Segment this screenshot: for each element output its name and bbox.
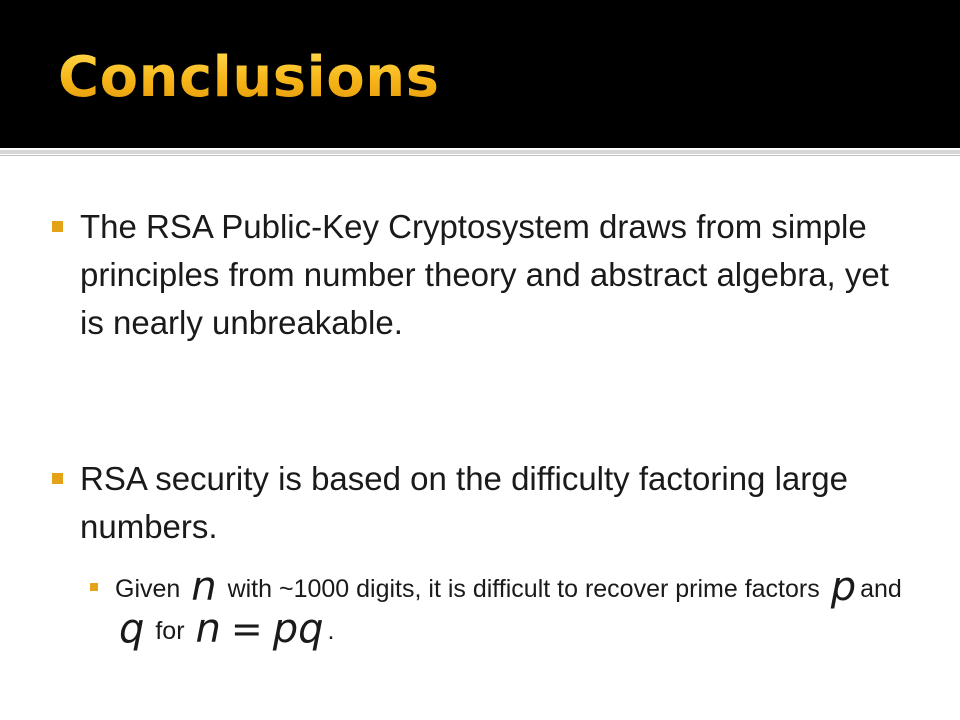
math-var-p: p [830,564,857,610]
sub-bullet-item [115,564,915,652]
sub-text-2: with ~1000 digits, it is difficult to recover prime factors [227,575,820,603]
sub-text-5: . [327,617,335,645]
bullet-item-2: RSA security is based on the difficulty factoring large numbers. [80,460,848,545]
title-divider [0,150,960,154]
title-divider-thin [0,155,960,156]
math-eq-sign: = [230,607,263,651]
math-var-n: n [191,564,217,610]
bullet-square-icon [52,473,63,484]
slide-title: Conclusions [58,45,440,110]
title-bar [0,0,960,148]
math-eq-lhs: n [195,606,221,652]
sub-text-3: and [860,575,902,603]
bullet-item-1: The RSA Public-Key Cryptosystem draws from simple principles from number theory and abstract algebra, yet is nearly unbreakable. [80,208,889,341]
math-var-q: q [119,606,145,652]
sub-text-4: for [155,617,185,645]
bullet-square-icon [52,221,63,232]
sub-text-1: Given [115,575,181,603]
math-eq-rhs: pq [272,606,324,652]
sub-bullet-square-icon [90,583,98,591]
